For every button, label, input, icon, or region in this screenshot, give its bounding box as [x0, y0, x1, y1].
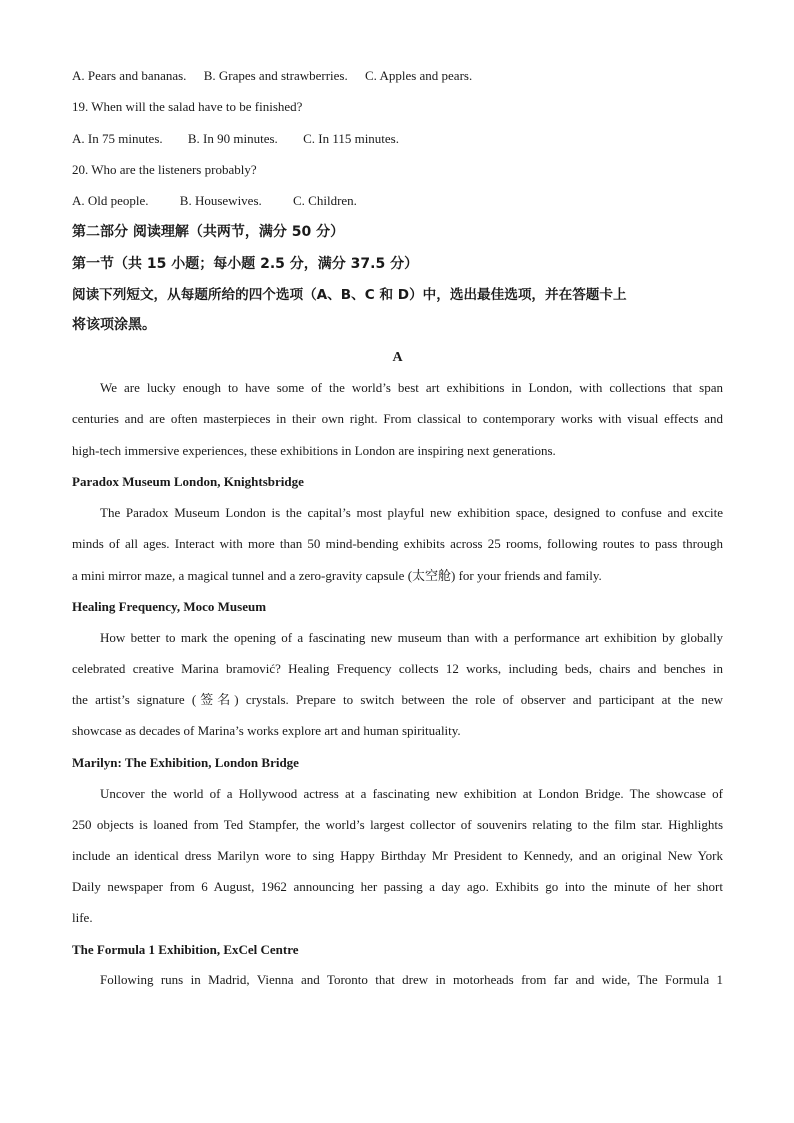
exhibit-title-formula1: The Formula 1 Exhibition, ExCel Centre	[72, 942, 299, 957]
exhibit-marilyn-line-5: life.	[72, 910, 93, 925]
q18-option-a: A. Pears and bananas.	[72, 68, 187, 83]
q19-options	[72, 131, 723, 147]
part-title: 第二部分 阅读理解（共两节，满分 50 分）	[72, 224, 345, 240]
exhibit-healing-line-2: celebrated creative Marina bramović? Healing Frequency collects 12 works, including beds, chairs and benches in	[72, 661, 723, 676]
q19-question: 19. When will the salad have to be finished?	[72, 99, 303, 114]
q20-option-c: C. Children.	[293, 193, 357, 208]
exhibit-marilyn-line-2: 250 objects is loaned from Ted Stampfer, the world’s largest collector of souvenirs relating to the film star. Highlights	[72, 817, 723, 832]
exhibit-title-healing: Healing Frequency, Moco Museum	[72, 599, 267, 614]
instruction-line-2: 将该项涂黑。	[72, 317, 156, 333]
exhibit-title-paradox: Paradox Museum London, Knightsbridge	[72, 474, 304, 489]
intro-line-3: high-tech immersive experiences, these exhibitions in London are inspiring next generations.	[72, 443, 556, 458]
q18-option-b: B. Grapes and strawberries.	[203, 68, 348, 83]
intro-line-1: We are lucky enough to have some of the world’s best art exhibitions in London, with collections that span	[100, 380, 723, 395]
q19-option-a: A. In 75 minutes.	[72, 131, 163, 146]
exhibit-healing-line-4: showcase as decades of Marina’s works explore art and human spirituality.	[72, 723, 461, 738]
q18-option-c: C. Apples and pears.	[364, 68, 473, 83]
exhibit-healing-line-1: How better to mark the opening of a fascinating new museum than with a performance art exhibition by globally	[100, 630, 723, 645]
exhibit-marilyn-line-4: Daily newspaper from 6 August, 1962 announcing her passing a day ago. Exhibits go into the minute of her short	[72, 879, 723, 894]
instruction-line-1: 阅读下列短文，从每题所给的四个选项（A、B、C 和 D）中，选出最佳选项，并在答题卡上	[72, 287, 627, 303]
exhibit-marilyn-line-3: include an identical dress Marilyn wore to sing Happy Birthday Mr President to Kennedy, and an original New York	[72, 848, 723, 863]
exhibit-marilyn-line-1: Uncover the world of a Hollywood actress at a fascinating new exhibition at London Bridge. The showcase of	[100, 786, 723, 801]
q19-option-b: B. In 90 minutes.	[187, 131, 278, 146]
exhibit-paradox-line-3: a mini mirror maze, a magical tunnel and a zero-gravity capsule (太空舱) for your friends and family.	[72, 568, 602, 583]
q20-option-b: B. Housewives.	[179, 193, 262, 208]
q20-options	[72, 193, 723, 209]
q20-question: 20. Who are the listeners probably?	[72, 162, 257, 177]
exhibit-paradox-line-1: The Paradox Museum London is the capital’s most playful new exhibition space, designed to confuse and excite	[100, 505, 723, 520]
exhibit-healing-line-3: the artist’s signature (签名) crystals. Prepare to switch between the role of observer and participant at the new	[72, 692, 723, 707]
q20-option-a: A. Old people.	[72, 193, 149, 208]
q19-option-c: C. In 115 minutes.	[303, 131, 399, 146]
intro-line-2: centuries and are often masterpieces in their own right. From classical to contemporary works with visual effects and	[72, 411, 723, 426]
passage-label: A	[392, 350, 403, 365]
exhibit-paradox-line-2: minds of all ages. Interact with more than 50 mind-bending exhibits across 25 rooms, following routes to pass through	[72, 536, 723, 551]
q18-options	[72, 68, 723, 84]
exhibit-formula1-line-1: Following runs in Madrid, Vienna and Toronto that drew in motorheads from far and wide, The Formula 1	[100, 972, 723, 987]
exhibit-title-marilyn: Marilyn: The Exhibition, London Bridge	[72, 755, 299, 770]
subsection-title: 第一节（共 15 小题；每小题 2.5 分，满分 37.5 分）	[72, 256, 419, 272]
